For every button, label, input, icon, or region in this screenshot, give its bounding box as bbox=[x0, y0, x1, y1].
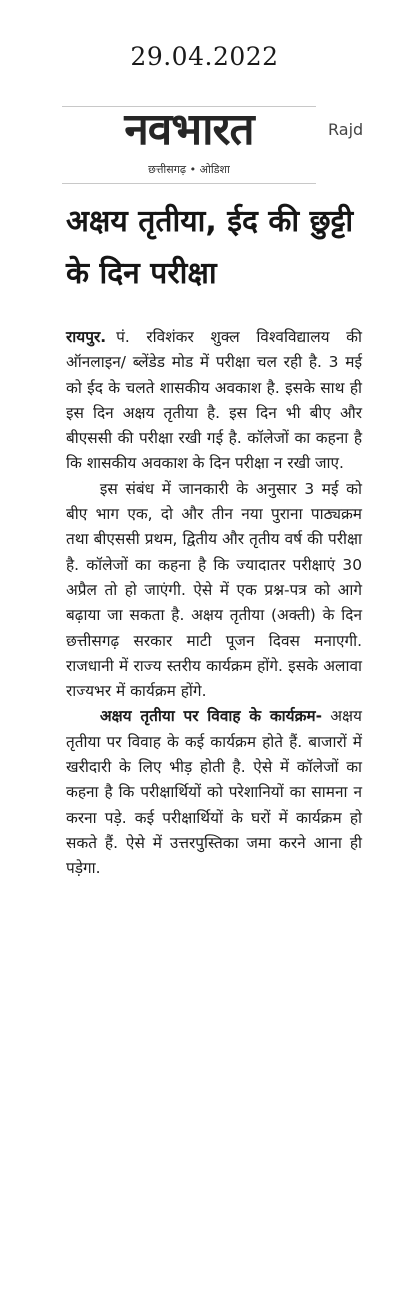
article-dateline: रायपुर. bbox=[66, 328, 107, 346]
paragraph-text: अक्षय तृतीया पर विवाह के कई कार्यक्रम होते हैं. बाजारों में खरीदारी के लिए भीड़ होती है. ऐसे में कॉलेजों का कहना है कि परीक्षार्थियों को परेशानियों का सामना न करना पड़े. कई परीक्षार्थियों के घरों में कार्यक्रम हो सकते हैं. ऐसे में उत्तरपुस्तिका जमा करने आना ही पड़ेगा. bbox=[66, 707, 362, 878]
article-subheading: अक्षय तृतीया पर विवाह के कार्यक्रम- bbox=[99, 707, 322, 726]
article-paragraph: इस संबंध में जानकारी के अनुसार 3 मई को बीए भाग एक, दो और तीन नया पुराना पाठ्यक्रम तथा बीएससी प्रथम, द्वितीय और तृतीय वर्ष की परीक्षा है. कॉलेजों का कहना है कि ज्यादातर परीक्षाएं 30 अप्रैल तो हो जाएंगी. ऐसे में एक प्रश्न-पत्र को आगे बढ़ाया जा सकता है. अक्षय तृतीया (अक्ती) के दिन छत्तीसगढ़ सरकार माटी पूजन दिवस मनाएगी. राजधानी में राज्य स्तरीय कार्यक्रम होंगे. इसके अलावा राज्यभर में कार्यक्रम होंगे. bbox=[66, 479, 362, 701]
article-body bbox=[66, 325, 362, 882]
edition-label: Rajd bbox=[328, 120, 364, 139]
newspaper-logo: नवभारत bbox=[124, 104, 254, 155]
article-paragraph bbox=[66, 704, 362, 881]
paragraph-text: पं. रविशंकर शुक्ल विश्वविद्यालय की ऑनलाइन/ ब्लेंडेड मोड में परीक्षा चल रही है. 3 मई को ईद के चलते शासकीय अवकाश है. इसके साथ ही इस दिन अक्षय तृतीया है. इस दिन भी बीए और बीएससी की परीक्षा रखी गई है. कॉलेजों का कहना है कि शासकीय अवकाश के दिन परीक्षा न रखी जाए. bbox=[66, 328, 362, 473]
newspaper-masthead bbox=[62, 106, 316, 184]
article-paragraph bbox=[66, 325, 362, 477]
article-headline: अक्षय तृतीया, ईद की छुट्टी के दिन परीक्षा bbox=[66, 204, 354, 291]
clip-date: 29.04.2022 bbox=[130, 42, 279, 71]
newspaper-subtitle: छत्तीसगढ़ • ओडिशा bbox=[148, 163, 230, 176]
